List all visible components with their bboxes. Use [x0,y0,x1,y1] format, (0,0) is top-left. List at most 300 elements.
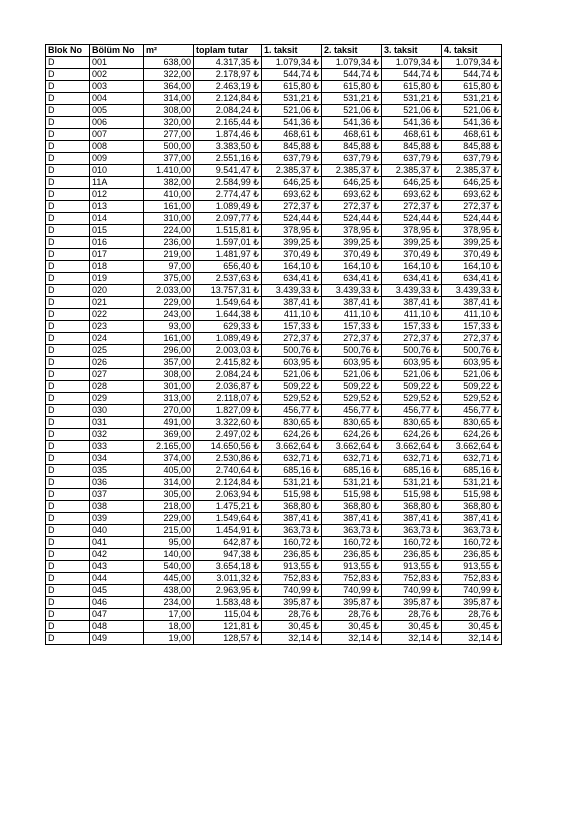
table-row [46,321,502,333]
cell-taksit-3: 693,62 ₺ [382,189,442,201]
cell-blok-no: D [46,381,90,393]
cell-taksit-4: 468,61 ₺ [442,129,502,141]
table-row [46,453,502,465]
cell-taksit-2: 531,21 ₺ [322,477,382,489]
cell-taksit-4: 456,77 ₺ [442,405,502,417]
table-row [46,237,502,249]
cell-taksit-4: 378,95 ₺ [442,225,502,237]
cell-taksit-4: 634,41 ₺ [442,273,502,285]
table-body [46,57,502,645]
cell-bolum-no: 009 [90,153,144,165]
cell-bolum-no: 044 [90,573,144,585]
cell-taksit-4: 541,36 ₺ [442,117,502,129]
cell-taksit-3: 544,74 ₺ [382,69,442,81]
cell-bolum-no: 020 [90,285,144,297]
cell-bolum-no: 11A [90,177,144,189]
cell-m2: 375,00 [144,273,194,285]
cell-taksit-1: 28,76 ₺ [262,609,322,621]
cell-taksit-1: 236,85 ₺ [262,549,322,561]
cell-taksit-2: 646,25 ₺ [322,177,382,189]
cell-taksit-2: 157,33 ₺ [322,321,382,333]
table-row [46,525,502,537]
table-row [46,597,502,609]
cell-taksit-1: 544,74 ₺ [262,69,322,81]
cell-taksit-2: 603,95 ₺ [322,357,382,369]
cell-toplam-tutar: 2.497,02 ₺ [194,429,262,441]
cell-bolum-no: 003 [90,81,144,93]
cell-taksit-3: 387,41 ₺ [382,297,442,309]
cell-bolum-no: 021 [90,297,144,309]
cell-taksit-4: 28,76 ₺ [442,609,502,621]
cell-taksit-4: 521,06 ₺ [442,369,502,381]
cell-m2: 405,00 [144,465,194,477]
cell-taksit-2: 387,41 ₺ [322,297,382,309]
cell-taksit-3: 164,10 ₺ [382,261,442,273]
table-row [46,441,502,453]
cell-taksit-2: 830,65 ₺ [322,417,382,429]
cell-bolum-no: 040 [90,525,144,537]
cell-taksit-4: 529,52 ₺ [442,393,502,405]
cell-taksit-1: 30,45 ₺ [262,621,322,633]
cell-taksit-1: 395,87 ₺ [262,597,322,609]
cell-taksit-4: 236,85 ₺ [442,549,502,561]
cell-taksit-4: 272,37 ₺ [442,333,502,345]
table-row [46,105,502,117]
table-row [46,381,502,393]
cell-taksit-4: 3.662,64 ₺ [442,441,502,453]
cell-taksit-1: 646,25 ₺ [262,177,322,189]
cell-taksit-2: 637,79 ₺ [322,153,382,165]
table-row [46,393,502,405]
cell-m2: 320,00 [144,117,194,129]
cell-toplam-tutar: 1.597,01 ₺ [194,237,262,249]
cell-taksit-2: 378,95 ₺ [322,225,382,237]
cell-m2: 19,00 [144,633,194,645]
cell-taksit-3: 30,45 ₺ [382,621,442,633]
cell-m2: 97,00 [144,261,194,273]
cell-bolum-no: 047 [90,609,144,621]
cell-taksit-3: 1.079,34 ₺ [382,57,442,69]
table-row [46,201,502,213]
cell-taksit-1: 509,22 ₺ [262,381,322,393]
cell-blok-no: D [46,213,90,225]
table-row [46,129,502,141]
cell-m2: 229,00 [144,297,194,309]
cell-taksit-2: 632,71 ₺ [322,453,382,465]
cell-taksit-3: 685,16 ₺ [382,465,442,477]
cell-m2: 314,00 [144,477,194,489]
cell-m2: 410,00 [144,189,194,201]
table-row [46,621,502,633]
cell-toplam-tutar: 2.415,82 ₺ [194,357,262,369]
table-row [46,369,502,381]
cell-blok-no: D [46,417,90,429]
cell-taksit-1: 515,98 ₺ [262,489,322,501]
cell-bolum-no: 032 [90,429,144,441]
cell-taksit-2: 160,72 ₺ [322,537,382,549]
cell-toplam-tutar: 2.124,84 ₺ [194,93,262,105]
cell-blok-no: D [46,369,90,381]
cell-blok-no: D [46,153,90,165]
cell-bolum-no: 027 [90,369,144,381]
cell-m2: 305,00 [144,489,194,501]
cell-taksit-3: 28,76 ₺ [382,609,442,621]
cell-taksit-3: 521,06 ₺ [382,369,442,381]
cell-taksit-2: 164,10 ₺ [322,261,382,273]
cell-taksit-4: 524,44 ₺ [442,213,502,225]
cell-taksit-3: 32,14 ₺ [382,633,442,645]
cell-blok-no: D [46,225,90,237]
cell-m2: 234,00 [144,597,194,609]
cell-taksit-3: 634,41 ₺ [382,273,442,285]
table-row [46,561,502,573]
cell-taksit-1: 368,80 ₺ [262,501,322,513]
cell-taksit-1: 693,62 ₺ [262,189,322,201]
cell-taksit-1: 913,55 ₺ [262,561,322,573]
cell-taksit-2: 752,83 ₺ [322,573,382,585]
cell-taksit-2: 272,37 ₺ [322,333,382,345]
cell-bolum-no: 029 [90,393,144,405]
cell-taksit-2: 685,16 ₺ [322,465,382,477]
cell-taksit-4: 632,71 ₺ [442,453,502,465]
cell-taksit-3: 531,21 ₺ [382,93,442,105]
cell-taksit-1: 845,88 ₺ [262,141,322,153]
table-row [46,225,502,237]
cell-toplam-tutar: 1.644,38 ₺ [194,309,262,321]
cell-blok-no: D [46,93,90,105]
table-row [46,309,502,321]
cell-bolum-no: 030 [90,405,144,417]
table-row [46,429,502,441]
table-row [46,189,502,201]
cell-taksit-4: 1.079,34 ₺ [442,57,502,69]
cell-toplam-tutar: 1.515,81 ₺ [194,225,262,237]
cell-toplam-tutar: 3.322,60 ₺ [194,417,262,429]
cell-blok-no: D [46,309,90,321]
cell-taksit-1: 632,71 ₺ [262,453,322,465]
cell-blok-no: D [46,609,90,621]
cell-m2: 364,00 [144,81,194,93]
cell-bolum-no: 033 [90,441,144,453]
cell-m2: 224,00 [144,225,194,237]
cell-m2: 95,00 [144,537,194,549]
table-row [46,585,502,597]
cell-taksit-3: 387,41 ₺ [382,513,442,525]
cell-taksit-2: 368,80 ₺ [322,501,382,513]
cell-taksit-1: 521,06 ₺ [262,105,322,117]
cell-bolum-no: 043 [90,561,144,573]
cell-taksit-2: 845,88 ₺ [322,141,382,153]
cell-taksit-2: 387,41 ₺ [322,513,382,525]
cell-taksit-3: 363,73 ₺ [382,525,442,537]
table-row [46,297,502,309]
cell-blok-no: D [46,633,90,645]
cell-taksit-4: 531,21 ₺ [442,477,502,489]
cell-taksit-1: 32,14 ₺ [262,633,322,645]
cell-blok-no: D [46,585,90,597]
cell-m2: 500,00 [144,141,194,153]
cell-bolum-no: 019 [90,273,144,285]
cell-taksit-4: 160,72 ₺ [442,537,502,549]
cell-blok-no: D [46,477,90,489]
cell-toplam-tutar: 2.084,24 ₺ [194,105,262,117]
cell-bolum-no: 004 [90,93,144,105]
cell-taksit-4: 3.439,33 ₺ [442,285,502,297]
cell-toplam-tutar: 13.757,31 ₺ [194,285,262,297]
cell-taksit-3: 411,10 ₺ [382,309,442,321]
cell-taksit-2: 32,14 ₺ [322,633,382,645]
cell-taksit-3: 456,77 ₺ [382,405,442,417]
cell-taksit-1: 272,37 ₺ [262,333,322,345]
cell-bolum-no: 010 [90,165,144,177]
cell-toplam-tutar: 2.584,99 ₺ [194,177,262,189]
cell-blok-no: D [46,393,90,405]
cell-toplam-tutar: 2.124,84 ₺ [194,477,262,489]
cell-bolum-no: 038 [90,501,144,513]
cell-toplam-tutar: 3.011,32 ₺ [194,573,262,585]
cell-toplam-tutar: 2.740,64 ₺ [194,465,262,477]
cell-blok-no: D [46,561,90,573]
cell-taksit-3: 272,37 ₺ [382,201,442,213]
cell-bolum-no: 007 [90,129,144,141]
cell-m2: 218,00 [144,501,194,513]
table-row [46,177,502,189]
cell-blok-no: D [46,357,90,369]
cell-m2: 296,00 [144,345,194,357]
cell-taksit-1: 830,65 ₺ [262,417,322,429]
cell-blok-no: D [46,165,90,177]
cell-m2: 140,00 [144,549,194,561]
cell-bolum-no: 017 [90,249,144,261]
cell-blok-no: D [46,405,90,417]
cell-taksit-3: 529,52 ₺ [382,393,442,405]
table-row [46,57,502,69]
cell-taksit-4: 830,65 ₺ [442,417,502,429]
cell-bolum-no: 025 [90,345,144,357]
cell-m2: 277,00 [144,129,194,141]
cell-toplam-tutar: 2.118,07 ₺ [194,393,262,405]
cell-taksit-1: 521,06 ₺ [262,369,322,381]
cell-taksit-2: 615,80 ₺ [322,81,382,93]
cell-taksit-4: 646,25 ₺ [442,177,502,189]
table-row [46,513,502,525]
cell-blok-no: D [46,129,90,141]
cell-m2: 382,00 [144,177,194,189]
cell-bolum-no: 013 [90,201,144,213]
cell-taksit-3: 272,37 ₺ [382,333,442,345]
cell-m2: 219,00 [144,249,194,261]
cell-taksit-2: 740,99 ₺ [322,585,382,597]
cell-m2: 93,00 [144,321,194,333]
cell-bolum-no: 018 [90,261,144,273]
cell-taksit-4: 615,80 ₺ [442,81,502,93]
cell-taksit-4: 913,55 ₺ [442,561,502,573]
cell-toplam-tutar: 9.541,47 ₺ [194,165,262,177]
table-row [46,249,502,261]
cell-taksit-2: 411,10 ₺ [322,309,382,321]
cell-taksit-2: 363,73 ₺ [322,525,382,537]
cell-m2: 357,00 [144,357,194,369]
cell-toplam-tutar: 121,81 ₺ [194,621,262,633]
cell-bolum-no: 042 [90,549,144,561]
cell-taksit-1: 541,36 ₺ [262,117,322,129]
cell-blok-no: D [46,465,90,477]
cell-taksit-1: 399,25 ₺ [262,237,322,249]
cell-m2: 491,00 [144,417,194,429]
cell-taksit-3: 370,49 ₺ [382,249,442,261]
cell-m2: 161,00 [144,333,194,345]
cell-bolum-no: 041 [90,537,144,549]
cell-toplam-tutar: 2.097,77 ₺ [194,213,262,225]
cell-toplam-tutar: 1.549,64 ₺ [194,513,262,525]
cell-blok-no: D [46,321,90,333]
cell-taksit-4: 164,10 ₺ [442,261,502,273]
cell-taksit-3: 521,06 ₺ [382,105,442,117]
cell-taksit-2: 529,52 ₺ [322,393,382,405]
cell-taksit-1: 378,95 ₺ [262,225,322,237]
cell-taksit-2: 30,45 ₺ [322,621,382,633]
cell-taksit-4: 603,95 ₺ [442,357,502,369]
header-blok-no: Blok No [46,45,90,57]
cell-m2: 2.033,00 [144,285,194,297]
cell-bolum-no: 016 [90,237,144,249]
cell-m2: 301,00 [144,381,194,393]
cell-blok-no: D [46,141,90,153]
cell-m2: 1.410,00 [144,165,194,177]
cell-taksit-1: 363,73 ₺ [262,525,322,537]
cell-taksit-2: 456,77 ₺ [322,405,382,417]
cell-taksit-3: 646,25 ₺ [382,177,442,189]
cell-m2: 445,00 [144,573,194,585]
table-row [46,117,502,129]
cell-toplam-tutar: 1.454,91 ₺ [194,525,262,537]
cell-blok-no: D [46,57,90,69]
cell-blok-no: D [46,573,90,585]
installment-table [45,44,502,645]
cell-taksit-2: 509,22 ₺ [322,381,382,393]
cell-toplam-tutar: 1.874,46 ₺ [194,129,262,141]
cell-taksit-1: 524,44 ₺ [262,213,322,225]
cell-taksit-3: 515,98 ₺ [382,489,442,501]
header-m2: m² [144,45,194,57]
cell-m2: 18,00 [144,621,194,633]
cell-taksit-3: 524,44 ₺ [382,213,442,225]
header-row [46,45,502,57]
cell-blok-no: D [46,333,90,345]
cell-taksit-4: 531,21 ₺ [442,93,502,105]
table-row [46,465,502,477]
cell-blok-no: D [46,177,90,189]
cell-blok-no: D [46,297,90,309]
cell-taksit-1: 603,95 ₺ [262,357,322,369]
table-row [46,609,502,621]
cell-bolum-no: 015 [90,225,144,237]
cell-bolum-no: 049 [90,633,144,645]
cell-taksit-4: 509,22 ₺ [442,381,502,393]
cell-toplam-tutar: 4.317,35 ₺ [194,57,262,69]
cell-taksit-1: 529,52 ₺ [262,393,322,405]
cell-taksit-2: 2.385,37 ₺ [322,165,382,177]
cell-taksit-2: 500,76 ₺ [322,345,382,357]
cell-taksit-2: 624,26 ₺ [322,429,382,441]
cell-toplam-tutar: 2.530,86 ₺ [194,453,262,465]
cell-toplam-tutar: 656,40 ₺ [194,261,262,273]
cell-taksit-4: 363,73 ₺ [442,525,502,537]
table-row [46,345,502,357]
cell-m2: 322,00 [144,69,194,81]
cell-taksit-1: 387,41 ₺ [262,513,322,525]
cell-taksit-4: 387,41 ₺ [442,297,502,309]
cell-taksit-1: 531,21 ₺ [262,93,322,105]
cell-taksit-1: 272,37 ₺ [262,201,322,213]
cell-blok-no: D [46,345,90,357]
cell-blok-no: D [46,105,90,117]
cell-taksit-3: 615,80 ₺ [382,81,442,93]
cell-taksit-3: 624,26 ₺ [382,429,442,441]
cell-m2: 638,00 [144,57,194,69]
table-row [46,165,502,177]
cell-bolum-no: 024 [90,333,144,345]
table-row [46,405,502,417]
cell-m2: 308,00 [144,105,194,117]
cell-bolum-no: 036 [90,477,144,489]
header-taksit-4: 4. taksit [442,45,502,57]
cell-m2: 438,00 [144,585,194,597]
cell-blok-no: D [46,201,90,213]
cell-taksit-4: 370,49 ₺ [442,249,502,261]
cell-bolum-no: 026 [90,357,144,369]
cell-toplam-tutar: 2.178,97 ₺ [194,69,262,81]
cell-bolum-no: 012 [90,189,144,201]
cell-taksit-2: 544,74 ₺ [322,69,382,81]
cell-taksit-1: 637,79 ₺ [262,153,322,165]
cell-taksit-4: 272,37 ₺ [442,201,502,213]
cell-taksit-1: 685,16 ₺ [262,465,322,477]
cell-blok-no: D [46,237,90,249]
cell-taksit-4: 637,79 ₺ [442,153,502,165]
table-row [46,333,502,345]
cell-toplam-tutar: 1.549,64 ₺ [194,297,262,309]
cell-taksit-2: 272,37 ₺ [322,201,382,213]
cell-toplam-tutar: 115,04 ₺ [194,609,262,621]
cell-toplam-tutar: 2.963,95 ₺ [194,585,262,597]
cell-blok-no: D [46,489,90,501]
cell-bolum-no: 001 [90,57,144,69]
cell-blok-no: D [46,513,90,525]
table-row [46,633,502,645]
table-row [46,537,502,549]
cell-taksit-1: 531,21 ₺ [262,477,322,489]
cell-toplam-tutar: 2.463,19 ₺ [194,81,262,93]
cell-taksit-1: 3.662,64 ₺ [262,441,322,453]
cell-toplam-tutar: 1.475,21 ₺ [194,501,262,513]
cell-m2: 2.165,00 [144,441,194,453]
table-row [46,153,502,165]
cell-taksit-2: 693,62 ₺ [322,189,382,201]
cell-toplam-tutar: 1.089,49 ₺ [194,333,262,345]
cell-blok-no: D [46,117,90,129]
cell-m2: 270,00 [144,405,194,417]
cell-toplam-tutar: 3.383,50 ₺ [194,141,262,153]
cell-bolum-no: 006 [90,117,144,129]
cell-taksit-2: 399,25 ₺ [322,237,382,249]
cell-blok-no: D [46,621,90,633]
table-row [46,573,502,585]
cell-taksit-4: 624,26 ₺ [442,429,502,441]
cell-taksit-3: 3.439,33 ₺ [382,285,442,297]
cell-taksit-3: 845,88 ₺ [382,141,442,153]
cell-m2: 236,00 [144,237,194,249]
